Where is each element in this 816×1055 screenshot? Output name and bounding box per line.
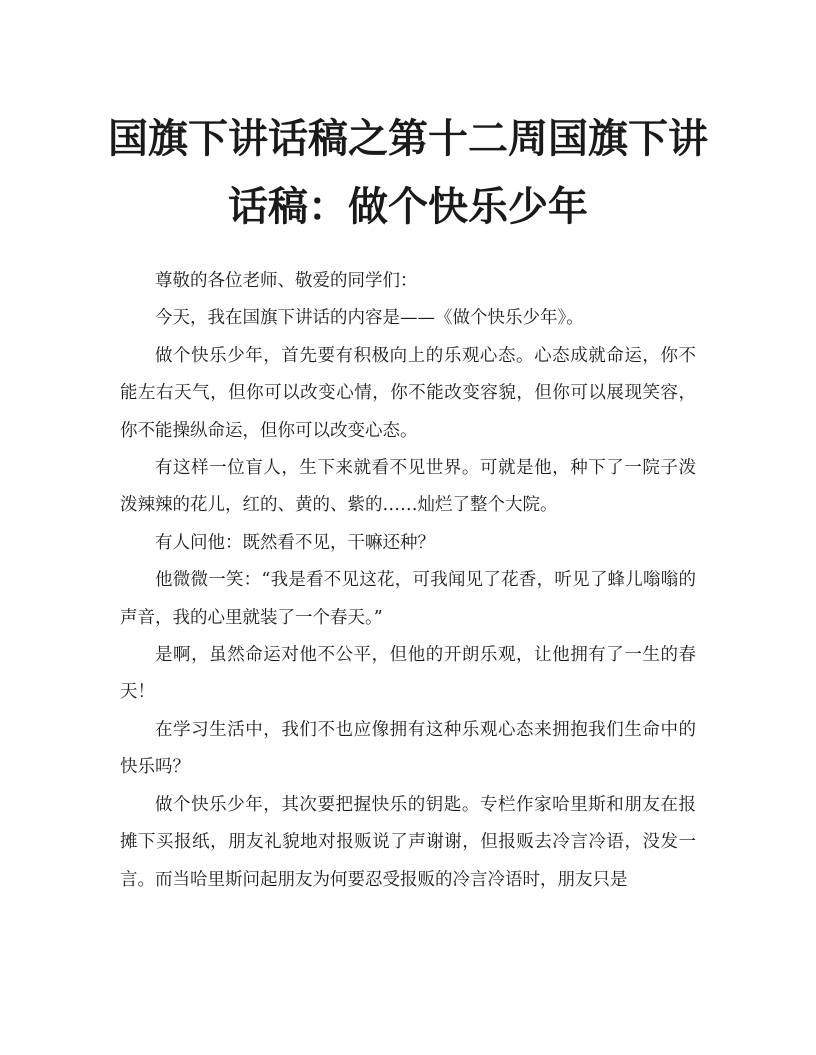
paragraph-attitude: 做个快乐少年，首先要有积极向上的乐观心态。心态成就命运，你不能左右天气，但你可以改变心情，你不能改变容貌，但你可以展现笑容，你不能操纵命运，但你可以改变心态。 [120, 345, 696, 441]
paragraph-topic: 今天，我在国旗下讲话的内容是——《做个快乐少年》。 [155, 308, 584, 329]
document-body [120, 263, 696, 899]
paragraph-reflection: 是啊，虽然命运对他不公平，但他的开朗乐观，让他拥有了一生的春天！ [120, 645, 696, 703]
paragraph-question: 有人问他：既然看不见，干嘛还种？ [155, 532, 435, 553]
paragraph-blind-man: 有这样一位盲人，生下来就看不见世界。可就是他，种下了一院子泼泼辣辣的花儿，红的、黄的、紫的……灿烂了整个大院。 [120, 458, 696, 516]
paragraph-study-life: 在学习生活中，我们不也应像拥有这种乐观心态来拥抱我们生命中的快乐吗？ [120, 719, 696, 778]
paragraph-greeting: 尊敬的各位老师、敬爱的同学们： [155, 271, 418, 291]
document-title: 国旗下讲话稿之第十二周国旗下讲话稿：做个快乐少年 [108, 115, 708, 230]
paragraph-key-to-happiness: 做个快乐少年，其次要把握快乐的钥匙。专栏作家哈里斯和朋友在报摊下买报纸，朋友礼貌地对报贩说了声谢谢，但报贩去冷言冷语，没发一言。而当哈里斯问起朋友为何要忍受报贩的冷言冷语时，朋友只是 [120, 794, 696, 890]
paragraph-answer: 他微微一笑：“我是看不见这花，可我闻见了花香，听见了蜂儿嗡嗡的声音，我的心里就装了一个春天。” [120, 570, 696, 628]
